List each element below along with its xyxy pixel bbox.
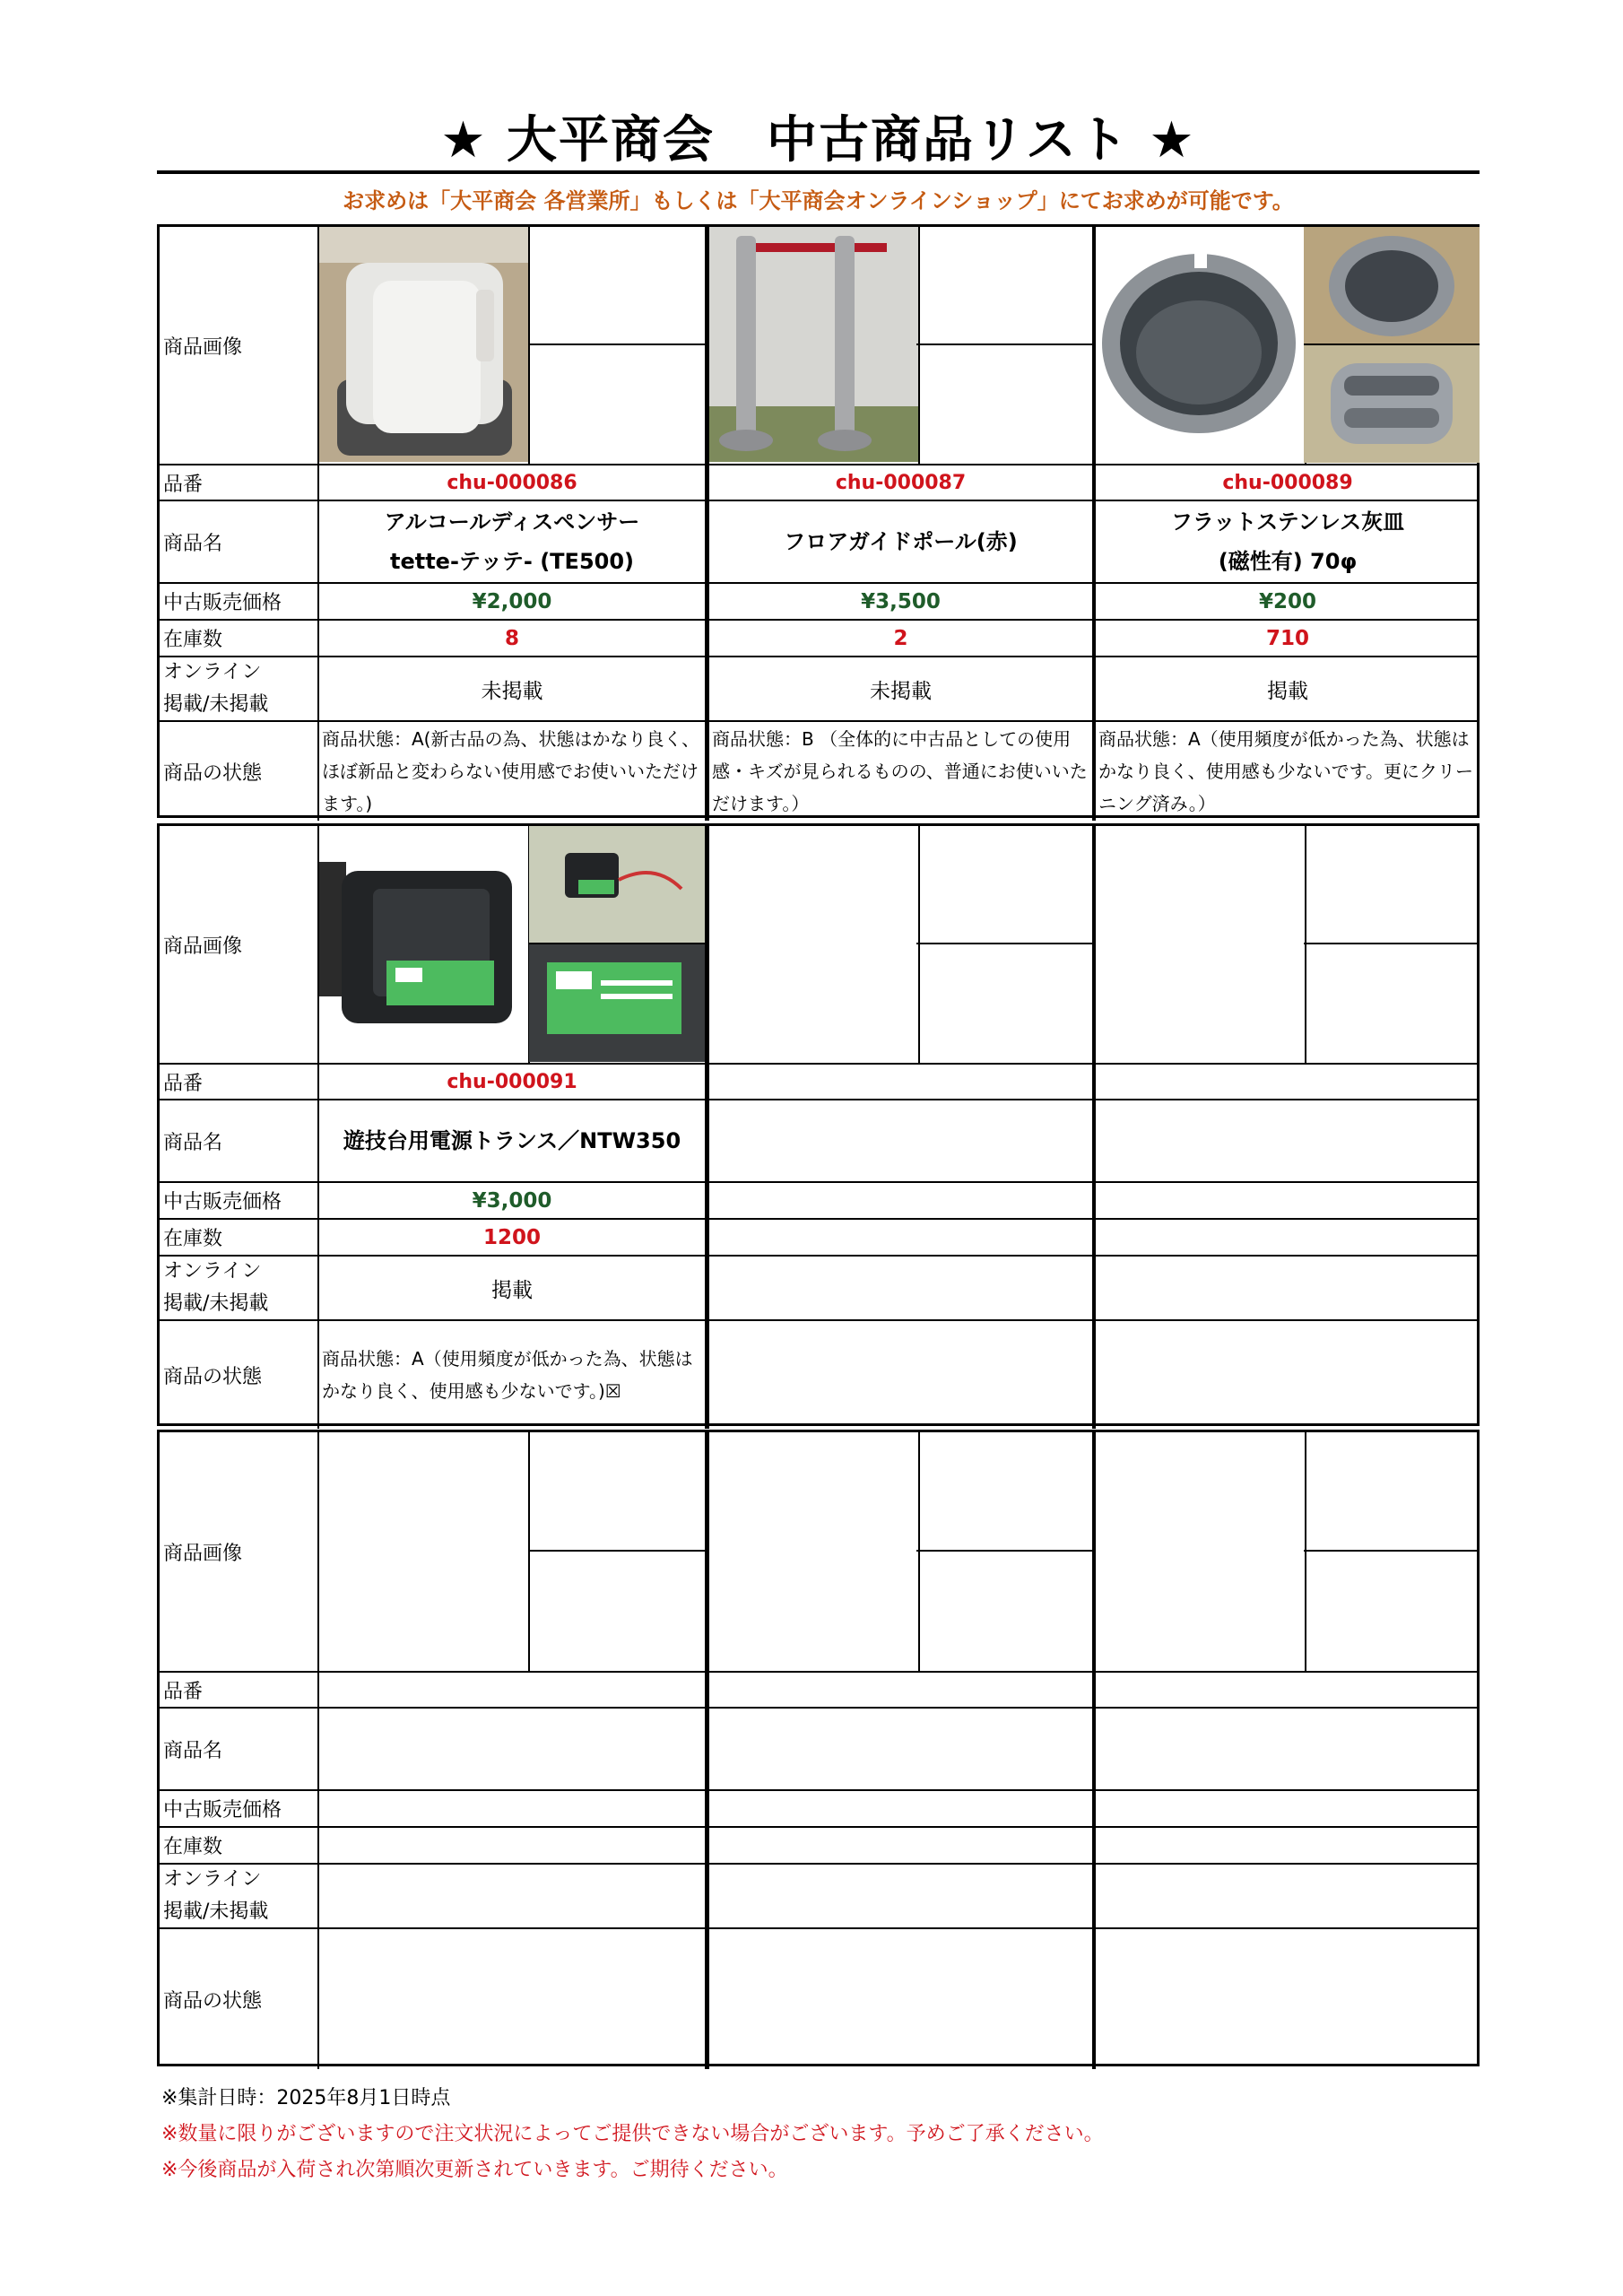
product-online-status: 掲載 bbox=[319, 1257, 707, 1319]
product-image-cell bbox=[319, 227, 707, 464]
label-online-line: 掲載/未掲載 bbox=[163, 1900, 269, 1923]
page-title: ★ 大平商会 中古商品リスト ★ bbox=[440, 111, 1196, 170]
label-online-line: オンライン bbox=[163, 1868, 262, 1891]
product-code: chu-000087 bbox=[707, 465, 1094, 500]
empty-cell bbox=[1094, 1257, 1480, 1319]
product-price: ¥200 bbox=[1094, 584, 1480, 619]
product-image-cell bbox=[319, 826, 707, 1063]
label-price: 中古販売価格 bbox=[160, 1791, 319, 1826]
online-row bbox=[160, 1257, 1477, 1321]
product-condition: 商品状態：B （全体的に中古品としての使用感・キズが見られるものの、普通にお使いいただけます。） bbox=[707, 722, 1094, 821]
name-row bbox=[160, 501, 1477, 584]
empty-cell bbox=[1094, 1673, 1480, 1707]
empty-cell bbox=[319, 1791, 707, 1826]
stock-row bbox=[160, 1828, 1477, 1865]
product-image-main bbox=[1096, 227, 1306, 464]
product-image-sub bbox=[916, 826, 1092, 944]
label-image: 商品画像 bbox=[160, 826, 319, 1063]
stock-row bbox=[160, 1220, 1477, 1257]
product-image-cell bbox=[707, 227, 1094, 464]
product-image-main bbox=[319, 826, 530, 1063]
page-subtitle: お求めは「大平商会 各営業所」もしくは「大平商会オンラインショップ」にてお求めが可能です。 bbox=[343, 188, 1294, 213]
label-image: 商品画像 bbox=[160, 1432, 319, 1671]
product-online-status: 未掲載 bbox=[319, 657, 707, 720]
product-image-sub bbox=[529, 1552, 705, 1671]
image-row bbox=[160, 1432, 1477, 1673]
label-online-line: 掲載/未掲載 bbox=[163, 1292, 269, 1315]
product-code: chu-000089 bbox=[1094, 465, 1480, 500]
product-image-sub bbox=[1304, 1552, 1480, 1671]
product-condition: 商品状態：A(新古品の為、状態はかなり良く、ほぼ新品と変わらない使用感でお使いいただけます。) bbox=[319, 722, 707, 821]
empty-cell bbox=[319, 1929, 707, 2069]
label-code: 品番 bbox=[160, 465, 319, 500]
product-image-sub bbox=[529, 227, 705, 345]
label-condition: 商品の状態 bbox=[160, 1929, 319, 2069]
label-price: 中古販売価格 bbox=[160, 584, 319, 619]
product-image-main bbox=[709, 1432, 920, 1671]
footer-note: ※今後商品が入荷され次第順次更新されていきます。ご期待ください。 bbox=[161, 2159, 788, 2181]
product-image-sub bbox=[916, 944, 1092, 1063]
product-image-sub bbox=[529, 1432, 705, 1552]
empty-cell bbox=[707, 1065, 1094, 1099]
code-row bbox=[160, 1673, 1477, 1709]
product-name-line: フロアガイドポール(赤) bbox=[784, 529, 1018, 554]
empty-cell bbox=[707, 1865, 1094, 1927]
empty-cell bbox=[1094, 1100, 1480, 1181]
empty-cell bbox=[319, 1709, 707, 1789]
product-image-sub bbox=[1304, 826, 1480, 944]
label-online bbox=[160, 1257, 319, 1319]
product-condition: 商品状態：A（使用頻度が低かった為、状態はかなり良く、使用感も少ないです。)☒ bbox=[319, 1321, 707, 1429]
product-image-cell bbox=[1094, 1432, 1480, 1671]
online-row bbox=[160, 657, 1477, 722]
product-image-sub bbox=[529, 345, 705, 464]
price-row bbox=[160, 1183, 1477, 1220]
image-row bbox=[160, 227, 1477, 465]
product-image-sub bbox=[916, 1552, 1092, 1671]
product-image-sub bbox=[916, 345, 1092, 464]
product-image-main bbox=[1096, 1432, 1306, 1671]
empty-cell bbox=[319, 1673, 707, 1707]
product-image-sub bbox=[1304, 227, 1480, 345]
empty-cell bbox=[1094, 1865, 1480, 1927]
empty-cell bbox=[707, 1673, 1094, 1707]
empty-cell bbox=[707, 1100, 1094, 1181]
empty-cell bbox=[1094, 1183, 1480, 1218]
product-price: ¥3,000 bbox=[319, 1183, 707, 1218]
product-block-1 bbox=[157, 224, 1480, 818]
image-row bbox=[160, 826, 1477, 1065]
product-name-line: tette-テッテ- (TE500) bbox=[389, 549, 635, 574]
label-code: 品番 bbox=[160, 1065, 319, 1099]
product-image-cell bbox=[707, 1432, 1094, 1671]
label-online-line: 掲載/未掲載 bbox=[163, 693, 269, 716]
product-image-main bbox=[1096, 826, 1306, 1063]
label-condition: 商品の状態 bbox=[160, 722, 319, 821]
empty-cell bbox=[707, 1321, 1094, 1429]
condition-row bbox=[160, 1929, 1477, 2069]
product-image-cell bbox=[1094, 227, 1480, 464]
label-stock: 在庫数 bbox=[160, 1220, 319, 1255]
price-row bbox=[160, 584, 1477, 621]
empty-cell bbox=[1094, 1828, 1480, 1863]
label-name: 商品名 bbox=[160, 1709, 319, 1789]
product-online-status: 未掲載 bbox=[707, 657, 1094, 720]
label-name: 商品名 bbox=[160, 1100, 319, 1181]
product-image-main bbox=[709, 826, 920, 1063]
condition-row bbox=[160, 1321, 1477, 1429]
product-image-sub bbox=[1304, 944, 1480, 1063]
product-image-main bbox=[319, 1432, 530, 1671]
product-image-sub bbox=[1304, 1432, 1480, 1552]
label-condition: 商品の状態 bbox=[160, 1321, 319, 1429]
empty-cell bbox=[1094, 1709, 1480, 1789]
product-image-sub bbox=[529, 826, 705, 944]
product-image-main bbox=[319, 227, 530, 464]
label-online-line: オンライン bbox=[163, 1260, 262, 1283]
product-price: ¥2,000 bbox=[319, 584, 707, 619]
product-name-line: アルコールディスペンサー bbox=[384, 509, 640, 535]
label-stock: 在庫数 bbox=[160, 1828, 319, 1863]
product-stock: 8 bbox=[319, 621, 707, 656]
empty-cell bbox=[1094, 1220, 1480, 1255]
product-name-line: フラットステンレス灰皿 bbox=[1170, 509, 1405, 535]
online-row bbox=[160, 1865, 1477, 1929]
label-online bbox=[160, 657, 319, 720]
product-image-sub bbox=[1304, 345, 1480, 464]
code-row bbox=[160, 1065, 1477, 1100]
empty-cell bbox=[707, 1220, 1094, 1255]
product-stock: 1200 bbox=[319, 1220, 707, 1255]
name-row bbox=[160, 1100, 1477, 1183]
product-image-cell bbox=[707, 826, 1094, 1063]
product-price: ¥3,500 bbox=[707, 584, 1094, 619]
label-code: 品番 bbox=[160, 1673, 319, 1707]
product-code: chu-000086 bbox=[319, 465, 707, 500]
product-name-line: (磁性有) 70φ bbox=[1218, 549, 1358, 574]
footer-note: ※数量に限りがございますので注文状況によってご提供できない場合がございます。予めご了承ください。 bbox=[161, 2123, 1104, 2145]
product-name bbox=[1094, 501, 1480, 582]
product-name: 遊技台用電源トランス／NTW350 bbox=[319, 1100, 707, 1181]
footer-note: ※集計日時：2025年8月1日時点 bbox=[161, 2087, 451, 2109]
product-image-sub bbox=[529, 944, 705, 1063]
label-price: 中古販売価格 bbox=[160, 1183, 319, 1218]
empty-cell bbox=[1094, 1929, 1480, 2069]
product-image-cell bbox=[1094, 826, 1480, 1063]
label-stock: 在庫数 bbox=[160, 621, 319, 656]
product-image-main bbox=[709, 227, 920, 464]
empty-cell bbox=[707, 1828, 1094, 1863]
stock-row bbox=[160, 621, 1477, 657]
name-row bbox=[160, 1709, 1477, 1791]
label-online bbox=[160, 1865, 319, 1927]
empty-cell bbox=[707, 1929, 1094, 2069]
label-online-line: オンライン bbox=[163, 661, 262, 683]
empty-cell bbox=[319, 1865, 707, 1927]
product-image-sub bbox=[916, 227, 1092, 345]
product-online-status: 掲載 bbox=[1094, 657, 1480, 720]
product-image-sub bbox=[916, 1432, 1092, 1552]
empty-cell bbox=[1094, 1321, 1480, 1429]
label-name: 商品名 bbox=[160, 501, 319, 582]
product-code: chu-000091 bbox=[319, 1065, 707, 1099]
product-stock: 2 bbox=[707, 621, 1094, 656]
empty-cell bbox=[707, 1183, 1094, 1218]
condition-row bbox=[160, 722, 1477, 821]
code-row bbox=[160, 465, 1477, 501]
product-name bbox=[319, 501, 707, 582]
price-row bbox=[160, 1791, 1477, 1828]
label-image: 商品画像 bbox=[160, 227, 319, 464]
product-name bbox=[707, 501, 1094, 582]
product-image-cell bbox=[319, 1432, 707, 1671]
empty-cell bbox=[707, 1709, 1094, 1789]
empty-cell bbox=[1094, 1791, 1480, 1826]
product-block-2 bbox=[157, 823, 1480, 1426]
product-block-3 bbox=[157, 1430, 1480, 2066]
title-divider bbox=[157, 170, 1480, 174]
empty-cell bbox=[707, 1791, 1094, 1826]
empty-cell bbox=[319, 1828, 707, 1863]
product-condition: 商品状態：A（使用頻度が低かった為、状態はかなり良く、使用感も少ないです。更にクリーニング済み。） bbox=[1094, 722, 1480, 821]
empty-cell bbox=[1094, 1065, 1480, 1099]
empty-cell bbox=[707, 1257, 1094, 1319]
product-stock: 710 bbox=[1094, 621, 1480, 656]
